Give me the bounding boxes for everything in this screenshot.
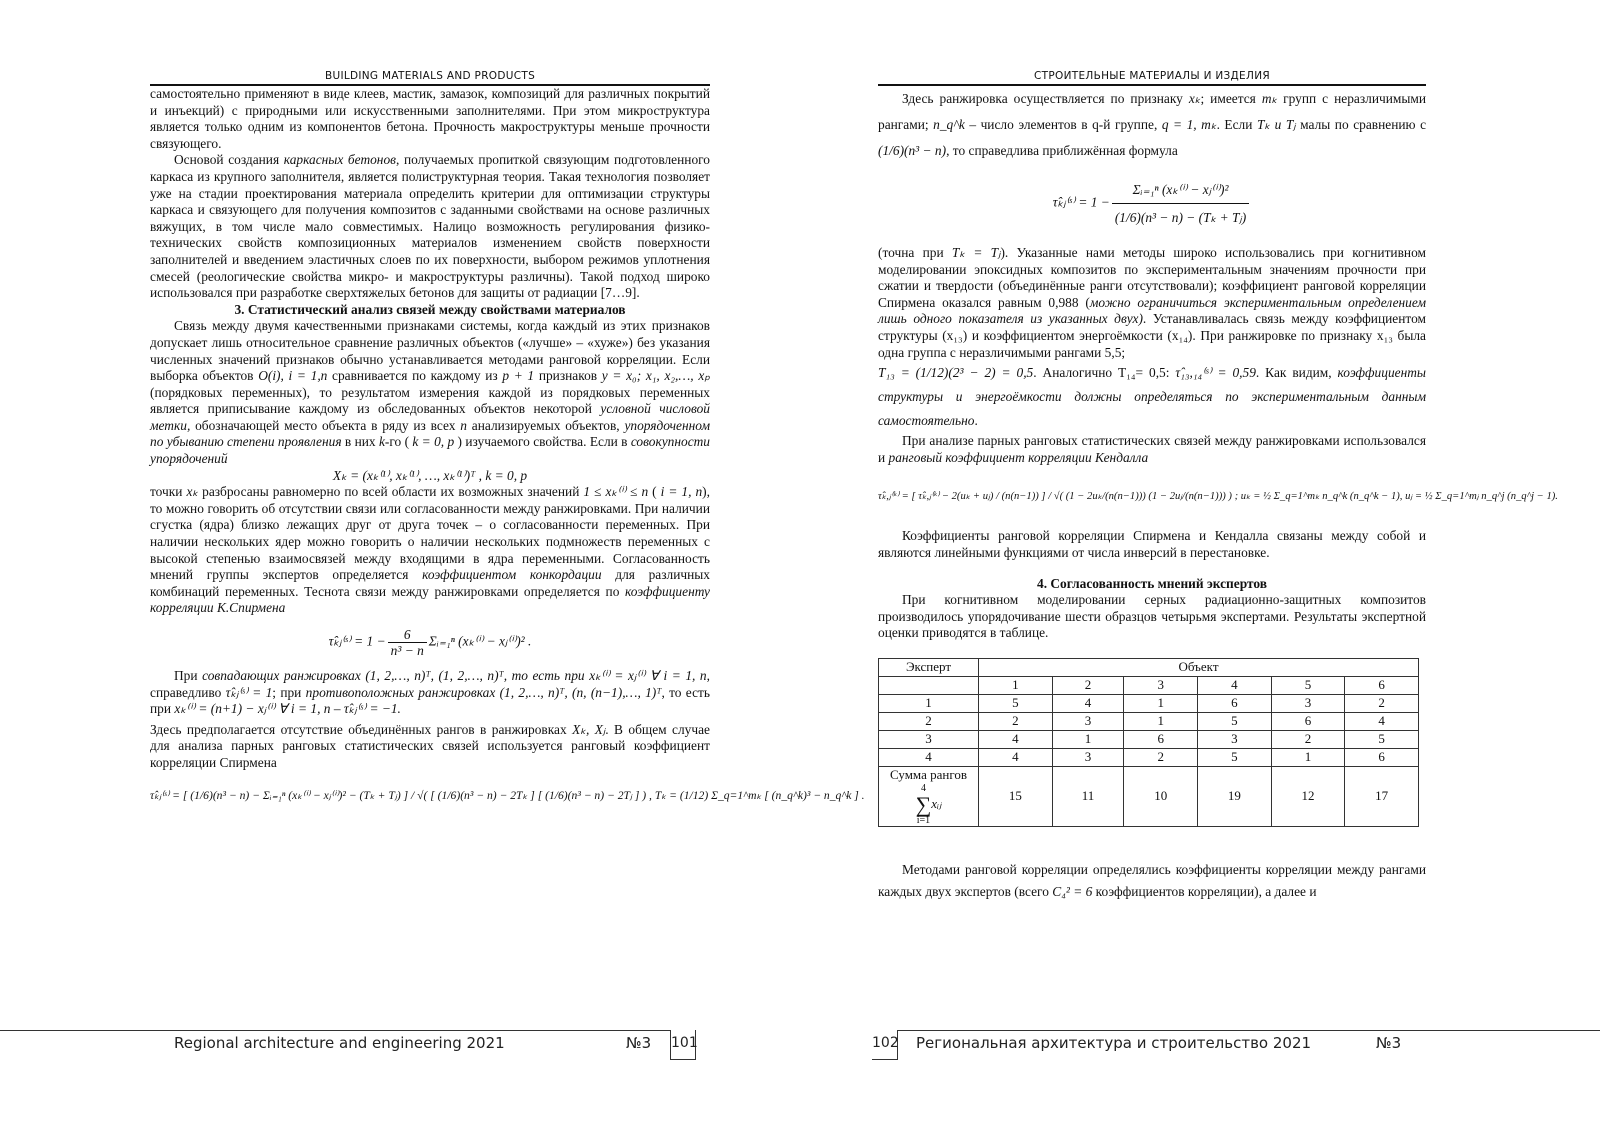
object-number: 3 bbox=[1124, 676, 1198, 694]
text: При анализе парных ранговых статистических связей между ранжировками использовался и bbox=[878, 433, 1426, 465]
expert-id: 3 bbox=[879, 730, 979, 748]
fraction bbox=[388, 627, 427, 658]
table-row bbox=[879, 712, 1419, 730]
paragraph-ranking bbox=[878, 86, 1426, 164]
sum-cell: 15 bbox=[979, 766, 1053, 826]
header-object: Объект bbox=[979, 658, 1419, 676]
expert-id: 1 bbox=[879, 694, 979, 712]
text: , получаемых пропиткой связующим подготовленного каркаса из крупного заполнителя, является полиструктурная теория. Такая технология позволяет уже на стадии проектирования материала определить критерии для оптимизации структуры каркаса и связующего для получения композитов с заданными свойствами на основе различных вяжущих, в том числе мало совместимых. Налицо возможность регулирования физико-технических свойств композиционных материалов изменением свойств поверхности заполнителей и введением эластичных слоев по их поверхности, выбором режимов уплотнения смесей (реологические свойства микро- и макроструктуры различны). Такой подход широко использовался при разработке сверхтяжелых бетонов для защиты от радиации [7…9]. bbox=[150, 152, 710, 301]
math-XkXj: Xₖ, Xⱼ bbox=[572, 721, 606, 737]
rank-cell: 4 bbox=[1345, 712, 1419, 730]
formula-approx bbox=[878, 182, 1426, 225]
table-row bbox=[879, 730, 1419, 748]
footer-issue-number: №3 bbox=[626, 1034, 652, 1052]
paragraph-experts: При когнитивном моделировании серных радиационно-защитных композитов производилось упорядочивание шести образцов четырьмя экспертами. Результаты экспертной оценки приводятся в таблице. bbox=[878, 592, 1426, 641]
math-T13: T₁₃ = (1/12)(2³ − 2) = 0,5 bbox=[878, 365, 1034, 381]
table-row bbox=[879, 748, 1419, 766]
rank-cell: 4 bbox=[979, 748, 1053, 766]
object-number: 2 bbox=[1052, 676, 1124, 694]
sum-upper: 4 bbox=[920, 782, 926, 794]
rank-cell: 3 bbox=[1052, 712, 1124, 730]
text: . Если bbox=[1216, 117, 1257, 132]
text: в них bbox=[341, 434, 379, 450]
text: . Как видим, bbox=[1255, 365, 1338, 381]
text: ) изучаемого свойства. Если в bbox=[454, 434, 631, 450]
sum-cell: 11 bbox=[1052, 766, 1124, 826]
math-xk: xₖ bbox=[186, 484, 199, 500]
page-number: 101 bbox=[670, 1030, 696, 1060]
rank-cell: 1 bbox=[1271, 748, 1345, 766]
section-4-heading: 4. Согласованность мнений экспертов bbox=[1037, 575, 1267, 591]
rank-cell: 4 bbox=[979, 730, 1053, 748]
math-tau-neg: τ̂ₖⱼ⁽ˢ⁾ = −1. bbox=[343, 701, 401, 717]
numerator: 6 bbox=[388, 627, 427, 643]
math-TkeqTj: Tₖ = Tⱼ bbox=[951, 245, 1001, 260]
formula-text: Xₖ = (xₖ⁽¹⁾, xₖ⁽¹⁾, …, xₖ⁽¹⁾)ᵀ , k = 0, p bbox=[332, 467, 528, 483]
rank-cell: 3 bbox=[1271, 694, 1345, 712]
table-sum-row bbox=[879, 766, 1419, 826]
footer-journal-title: Regional architecture and engineering 2021 bbox=[174, 1034, 505, 1052]
object-number: 5 bbox=[1271, 676, 1345, 694]
emphasis: коэффициенту корреляции К.Спирмена bbox=[150, 583, 710, 616]
math-compare: (1/6)(n³ − n) bbox=[878, 143, 947, 158]
text: малы по сравнению с bbox=[1295, 117, 1427, 132]
rank-cell: 2 bbox=[979, 712, 1053, 730]
text: ; имеется bbox=[1200, 91, 1262, 106]
text: – bbox=[330, 701, 344, 717]
page-number: 102 bbox=[872, 1030, 898, 1060]
object-number: 1 bbox=[979, 676, 1053, 694]
formula-spearman bbox=[150, 627, 710, 658]
text: , справедливо bbox=[150, 668, 710, 700]
rank-cell: 6 bbox=[1271, 712, 1345, 730]
formula-text: τ̂ₖⱼ⁽ˢ⁾ = [ (1/6)(n³ − n) − Σᵢ₌₁ⁿ (xₖ⁽ⁱ⁾ − xⱼ⁽ⁱ⁾)² − (Tₖ + Tⱼ) ] / √( [ (1/6)(n³ − n) − 2Tₖ ] [ (1/6)(n³ − n) − 2Tⱼ ] ) , Tₖ = (1/12) Σ_q=1^mₖ [ (n_q^k)³ − n_q^k ] . bbox=[150, 788, 865, 802]
blank-cell bbox=[879, 676, 979, 694]
math-nqk: n_q^k bbox=[933, 117, 965, 132]
rank-cell: 2 bbox=[1124, 748, 1198, 766]
text: (точна при bbox=[878, 245, 952, 260]
emphasis: каркасных бетонов bbox=[283, 152, 396, 168]
paragraph-rank-correlation bbox=[150, 318, 710, 467]
sum-cell: 12 bbox=[1271, 766, 1345, 826]
text: для различных комбинаций переменных. Теснота связи между ранжировками определяется по bbox=[150, 567, 710, 599]
sum-expr: xᵢⱼ bbox=[931, 795, 942, 811]
math-tau-13-14: τ̂₁₃,₁₄⁽ˢ⁾ = 0,59 bbox=[1175, 365, 1256, 381]
rank-cell: 5 bbox=[979, 694, 1053, 712]
formula-kendall bbox=[878, 484, 1558, 508]
math-mk: mₖ bbox=[1261, 91, 1278, 106]
denominator: (1/6)(n³ − n) − (Tₖ + Tⱼ) bbox=[1114, 210, 1247, 225]
text: Здесь предполагается отсутствие объединённых рангов в ранжировках bbox=[150, 721, 573, 737]
sum-label: Сумма рангов bbox=[890, 766, 967, 782]
formula-lhs: τ̂ₖⱼ⁽ˢ⁾ = 1 − bbox=[328, 633, 386, 649]
emphasis: ранговый коэффициент корреляции Кендалла bbox=[888, 449, 1149, 465]
math-p-plus-1: p + 1 bbox=[502, 368, 535, 384]
paragraph-linked: Коэффициенты ранговой корреляции Спирмена и Кендалла связаны между собой и являются линейными функциями от числа инверсий в перестановке. bbox=[878, 528, 1426, 560]
text: При bbox=[174, 668, 203, 683]
math-objects: O(i), i = 1,n bbox=[258, 368, 328, 384]
rank-cell: 1 bbox=[1124, 694, 1198, 712]
numerator: Σᵢ₌₁ⁿ (xₖ⁽ⁱ⁾ − xⱼ⁽ⁱ⁾)² bbox=[1112, 182, 1249, 204]
header-expert: Эксперт bbox=[879, 658, 979, 676]
rank-cell: 5 bbox=[1198, 712, 1272, 730]
right-body-text bbox=[878, 86, 1558, 903]
math-q-range: q = 1, mₖ bbox=[1161, 117, 1217, 132]
text: Методами ранговой корреляции определялись коэффициенты корреляции между рангами каждых двух экспертов (всего bbox=[878, 861, 1426, 899]
paragraph-coinciding bbox=[150, 668, 710, 718]
text: , то есть при bbox=[150, 684, 710, 717]
emphasis: совпадающих ранжировках bbox=[202, 668, 361, 683]
table-header-row bbox=[879, 658, 1419, 676]
expert-id: 2 bbox=[879, 712, 979, 730]
formula-text: τ̂ₖ,ⱼ⁽ᵏ⁾ = [ τ̂ₖ,ⱼ⁽ᵏ⁾ − 2(uₖ + uⱼ) / (n(n−1)) ] / √( (1 − 2uₖ/(n(n−1))) (1 − 2uⱼ/(n(n−1))) ) ; uₖ = ½ Σ_q=1^mₖ n_q^k (n_q^k − 1), uⱼ = ½ Σ_q=1^mⱼ n_q^j (n_q^j − 1). bbox=[878, 491, 1558, 503]
text: . bbox=[974, 413, 978, 429]
text: признаков bbox=[534, 368, 602, 384]
math-rankings: (1, 2,…, n)ᵀ, (1, 2,…, n)ᵀ, то есть при bbox=[360, 668, 590, 683]
text: групп с неразличимыми рангами; bbox=[878, 91, 1427, 132]
math-k: k bbox=[378, 434, 385, 450]
emphasis: упорядоченном по убыванию степени проявления bbox=[150, 417, 710, 450]
paragraph-T13 bbox=[878, 361, 1426, 433]
rank-cell: 2 bbox=[1271, 730, 1345, 748]
text: . Устанавливалась связь между коэффициентом структуры (x₁₃) и коэффициентом энергоёмкости (x₁₄). При ранжировке по признаку x₁₃ была одна группа с неразличимыми рангами 5,5; bbox=[878, 311, 1426, 360]
text: ( bbox=[652, 484, 661, 500]
text: – число элементов в q-й группе, bbox=[964, 117, 1162, 132]
table-object-row bbox=[879, 676, 1419, 694]
rank-cell: 6 bbox=[1198, 694, 1272, 712]
running-head: BUILDING MATERIALS AND PRODUCTS bbox=[324, 70, 536, 82]
sum-cell: 19 bbox=[1198, 766, 1272, 826]
rank-cell: 2 bbox=[1345, 694, 1419, 712]
math-range: 1 ≤ xₖ⁽ⁱ⁾ ≤ n bbox=[583, 484, 649, 500]
denominator: n³ − n bbox=[390, 643, 424, 658]
sum-lower: i=1 bbox=[916, 814, 931, 826]
text: разбросаны равномерно по всей области их возможных значений bbox=[198, 484, 584, 500]
section-3-heading: 3. Статистический анализ связей между свойствами материалов bbox=[234, 301, 626, 317]
sum-label-cell bbox=[879, 766, 979, 826]
footer-issue-number: №3 bbox=[1376, 1034, 1402, 1052]
emphasis: противоположных ранжировках bbox=[305, 684, 496, 700]
text: . Аналогично T₁₄= 0,5: bbox=[1033, 365, 1176, 381]
text: . В общем случае для анализа парных ранговых статистических связей используется ранговый коэффициент корреляции Спирмена bbox=[150, 721, 710, 770]
math-tau-1: τ̂ₖⱼ⁽ˢ⁾ = 1 bbox=[225, 684, 273, 700]
object-number: 4 bbox=[1198, 676, 1272, 694]
math-opposite: (1, 2,…, n)ᵀ, (n, (n−1),…, 1)ᵀ bbox=[499, 684, 662, 700]
rank-cell: 3 bbox=[1198, 730, 1272, 748]
emphasis: можно ограничиться экспериментальным определением лишь одного показателя из указанных двух) bbox=[878, 294, 1427, 327]
text: коэффициентов корреляции), а далее и bbox=[1092, 883, 1317, 899]
text: ; при bbox=[272, 684, 306, 700]
rank-cell: 3 bbox=[1052, 748, 1124, 766]
running-head: СТРОИТЕЛЬНЫЕ МАТЕРИАЛЫ И ИЗДЕЛИЯ bbox=[1034, 70, 1270, 82]
rank-cell: 1 bbox=[1052, 730, 1124, 748]
formula-lhs: τ̂ₖⱼ⁽ˢ⁾ = 1 − bbox=[1052, 194, 1110, 210]
rank-cell: 6 bbox=[1124, 730, 1198, 748]
text: обозначающей место объекта в ряду из всех bbox=[190, 417, 461, 433]
sum-cell: 17 bbox=[1345, 766, 1419, 826]
sum-cell: 10 bbox=[1124, 766, 1198, 826]
math-xk: xₖ bbox=[1188, 91, 1201, 106]
math-n: n bbox=[460, 417, 467, 433]
rank-cell: 4 bbox=[1052, 694, 1124, 712]
footer-journal-title: Региональная архитектура и строительство 2021 bbox=[916, 1034, 1312, 1052]
rank-cell: 1 bbox=[1124, 712, 1198, 730]
paragraph-exact bbox=[878, 245, 1426, 361]
text: (порядковых переменных), то результатом измерения каждой из порядковых переменных является приписывание каждому из обследованных объектов некоторой bbox=[150, 384, 710, 417]
footer-rule bbox=[898, 1030, 1600, 1031]
text: -го ( bbox=[384, 434, 413, 450]
text: Основой создания bbox=[174, 152, 284, 168]
formula-rhs: Σᵢ₌₁ⁿ (xₖ⁽ⁱ⁾ − xⱼ⁽ⁱ⁾)² . bbox=[428, 633, 532, 649]
math-y-vars: y = x₀; x₁, x₂,…, xₚ bbox=[601, 368, 710, 384]
sigma-icon: ∑ bbox=[915, 791, 932, 817]
paragraph-kendall bbox=[878, 433, 1426, 466]
text: анализируемых объектов, bbox=[466, 417, 625, 433]
math-k-range: k = 0, p bbox=[412, 434, 455, 450]
paragraph-methods bbox=[878, 859, 1426, 903]
rank-cell: 6 bbox=[1345, 748, 1419, 766]
rank-cell: 5 bbox=[1345, 730, 1419, 748]
math-TkTj: Tₖ и Tⱼ bbox=[1256, 117, 1296, 132]
math-coinc: xₖ⁽ⁱ⁾ = xⱼ⁽ⁱ⁾ ∀ i = 1, n bbox=[589, 668, 707, 683]
text: Здесь ранжировка осуществляется по признаку bbox=[902, 91, 1189, 106]
paragraph-assumption bbox=[150, 722, 710, 772]
emphasis: коэффициентом конкордации bbox=[422, 567, 602, 583]
paragraph-intro: самостоятельно применяют в виде клеев, мастик, замазок, композиций для различных покрытий и инъекций) с природными или искусственными заполнителями. При этом микроструктура является только одним из компонентов бетона. Прочность макроструктуры меньше прочности связующего. bbox=[150, 86, 710, 151]
emphasis: коэффициенты структуры и энергоёмкости должны определяться по экспериментальным данным самостоятельно bbox=[878, 365, 1426, 429]
expert-id: 4 bbox=[879, 748, 979, 766]
fraction bbox=[1112, 182, 1249, 225]
math-i-range: i = 1, n bbox=[660, 484, 703, 500]
text: Связь между двумя качественными признаками системы, когда каждый из этих признаков допускает лишь относительное сравнение различных объектов («лучше» – «хуже») без указания численных значений признаков обычно устанавливается методами ранговой корреляции. Если выборка объектов bbox=[150, 318, 710, 384]
sum-symbol bbox=[916, 784, 932, 826]
formula-Xk bbox=[150, 468, 710, 485]
paragraph-frame-concrete bbox=[150, 152, 710, 301]
math-combinations: C₄² = 6 bbox=[1052, 883, 1093, 899]
left-body-text bbox=[150, 86, 865, 819]
paragraph-points bbox=[150, 484, 710, 617]
rank-cell: 5 bbox=[1198, 748, 1272, 766]
math-opposite-2: xₖ⁽ⁱ⁾ = (n+1) − xⱼ⁽ⁱ⁾ ∀ i = 1, n bbox=[174, 701, 331, 717]
text: точки bbox=[150, 484, 187, 500]
text: сравнивается по каждому из bbox=[327, 368, 503, 384]
text: ). Указанные нами методы широко использовались при когнитивном моделировании эпоксидных композитов по экспериментальным значениям прочности при сжатии и твердости (объединённые ранги отсутствовали); коэффициент ранговой корреляции Спирмена оказался равным 0,988 ( bbox=[878, 245, 1426, 310]
text: , то справедлива приближённая формула bbox=[946, 143, 1178, 158]
formula-spearman-general bbox=[150, 784, 865, 807]
table-row bbox=[879, 694, 1419, 712]
emphasis: совокупности упорядочений bbox=[150, 434, 710, 467]
text: ), то можно говорить об отсутствии связи или согласованности между ранжировками. При наличии сгустка (ядра) близко лежащих друг от друга точек – о согласованности переменных. При наличии нескольких ядер можно говорить о наличии нескольких подмножеств переменных с высокой степенью взаимосвязей между входящими в ядра переменными. Согласованность мнений группы экспертов определяется bbox=[150, 484, 710, 583]
object-number: 6 bbox=[1345, 676, 1419, 694]
right-page bbox=[800, 0, 1600, 1132]
expert-rankings-table bbox=[878, 658, 1419, 827]
footer-rule bbox=[0, 1030, 670, 1031]
emphasis: условной числовой метки, bbox=[150, 401, 711, 433]
